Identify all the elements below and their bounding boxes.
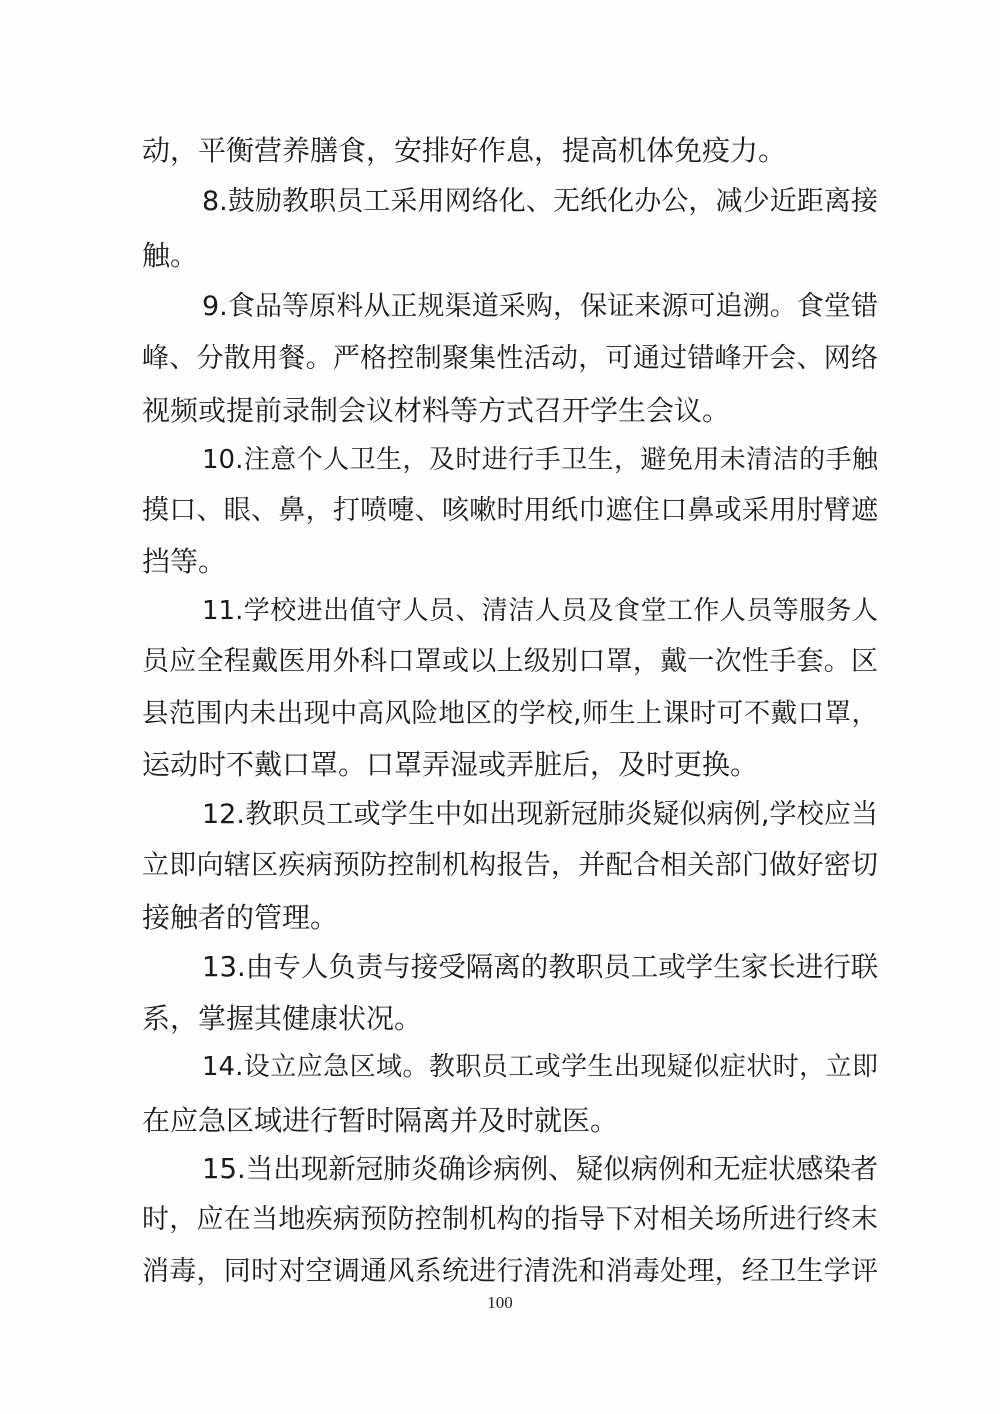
page-number: 100: [487, 1293, 513, 1312]
text-line: 摸口、眼、鼻，打喷嚏、咳嗽时用纸巾遮住口鼻或采用肘臂遮: [142, 495, 878, 526]
text-line: 在应急区域进行暂时隔离并及时就医。: [142, 1104, 619, 1137]
text-line: 动，平衡营养膳食，安排好作息，提高机体免疫力。: [142, 134, 787, 167]
text-line: 消毒，同时对空调通风系统进行清洗和消毒处理，经卫生学评: [142, 1256, 878, 1287]
text-line: 11.学校进出值守人员、清洁人员及食堂工作人员等服务人: [202, 596, 878, 626]
text-line: 运动时不戴口罩。口罩弄湿或弄脏后，及时更换。: [142, 748, 759, 781]
text-line: 员应全程戴医用外科口罩或以上级别口罩，戴一次性手套。区: [142, 646, 878, 677]
text-line: 10.注意个人卫生，及时进行手卫生，避免用未清洁的手触: [202, 445, 878, 475]
text-line: 触。: [142, 239, 199, 272]
text-line: 峰、分散用餐。严格控制聚集性活动，可通过错峰开会、网络: [142, 343, 878, 374]
text-line: 县范围内未出现中高风险地区的学校,师生上课时可不戴口罩，: [142, 698, 878, 729]
text-line: 立即向辖区疾病预防控制机构报告，并配合相关部门做好密切: [142, 850, 878, 881]
text-line: 视频或提前录制会议材料等方式召开学生会议。: [142, 394, 731, 427]
text-line: 13.由专人负责与接受隔离的教职员工或学生家长进行联: [202, 951, 879, 983]
text-line: 12.教职员工或学生中如出现新冠肺炎疑似病例,学校应当: [202, 799, 878, 830]
text-line: 14.设立应急区域。教职员工或学生出现疑似症状时，立即: [202, 1052, 878, 1082]
text-line: 接触者的管理。: [142, 901, 339, 934]
text-line: 系，掌握其健康状况。: [142, 1002, 423, 1035]
text-line: 9.食品等原料从正规渠道采购，保证来源可追溯。食堂错: [202, 291, 878, 322]
text-line: 8.鼓励教职员工采用网络化、无纸化办公，减少近距离接: [202, 186, 878, 217]
text-line: 时，应在当地疾病预防控制机构的指导下对相关场所进行终末: [142, 1204, 878, 1235]
text-line: 15.当出现新冠肺炎确诊病例、疑似病例和无症状感染者: [202, 1153, 879, 1185]
text-line: 挡等。: [142, 545, 227, 578]
